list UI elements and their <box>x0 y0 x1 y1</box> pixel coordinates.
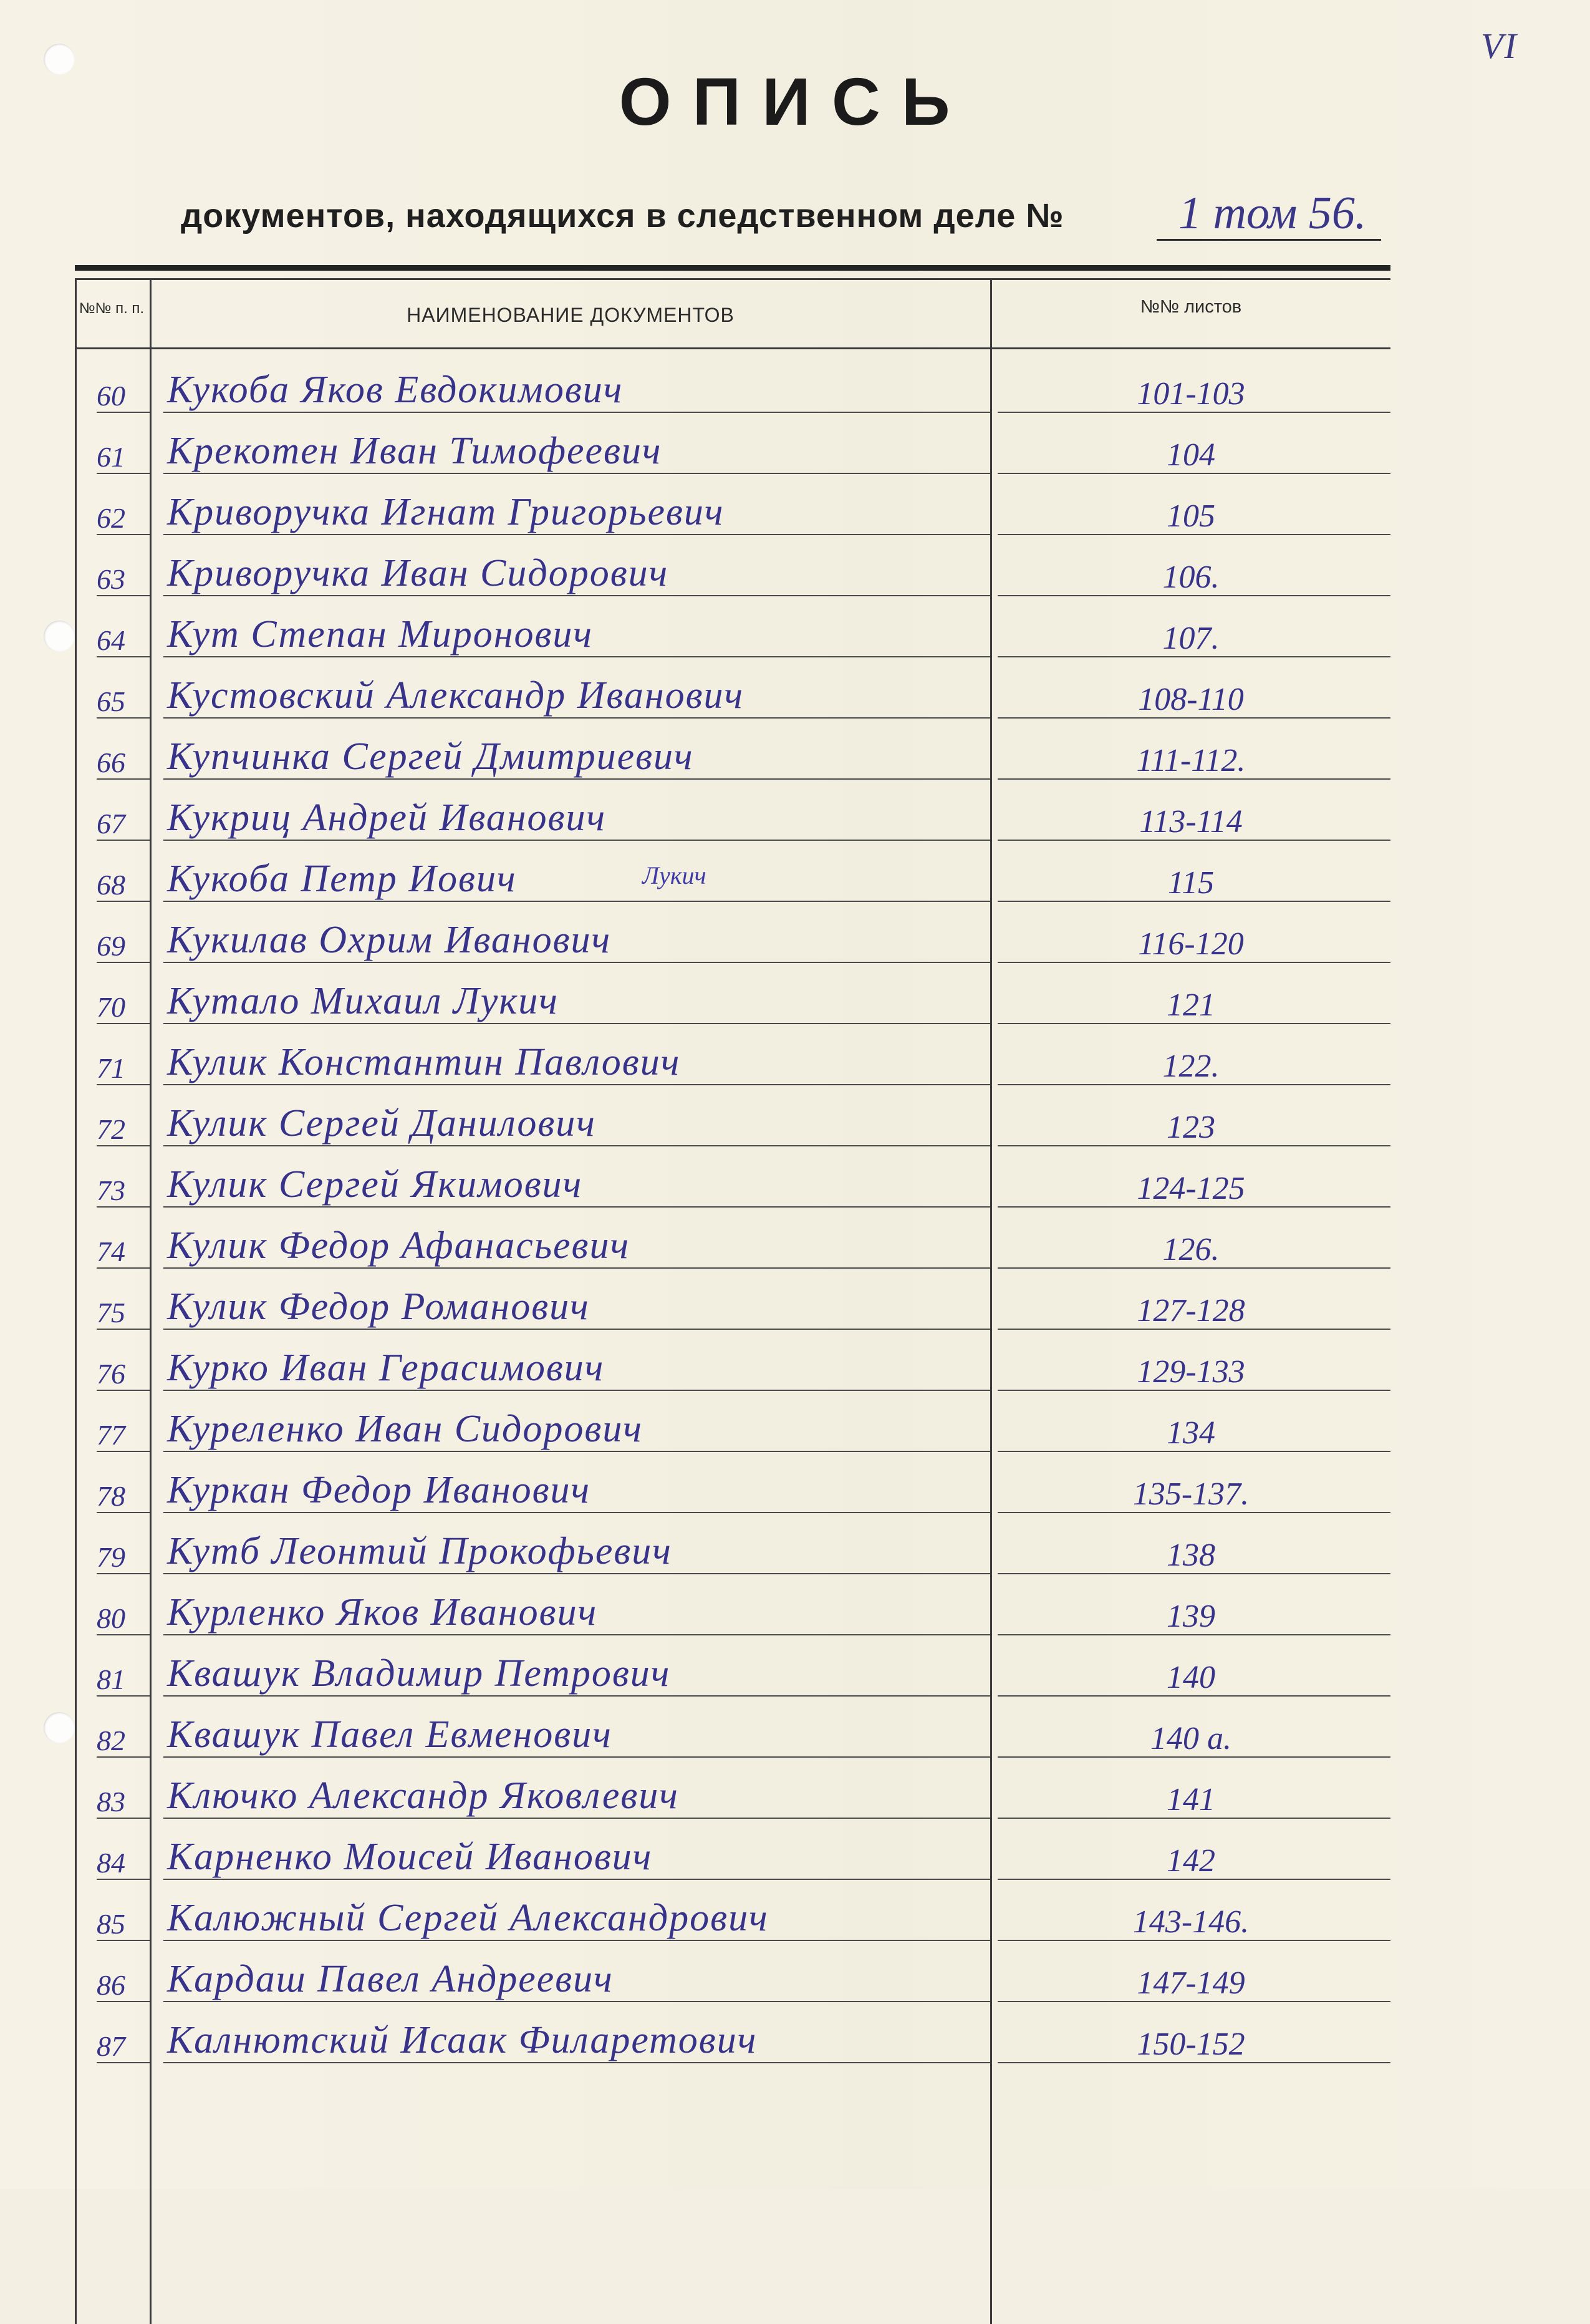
row-rule <box>97 1329 150 1330</box>
row-number: 74 <box>97 1236 125 1267</box>
row-rule <box>998 1023 1390 1024</box>
row-rule <box>998 2062 1390 2063</box>
row-name: Кутб Леонтий Прокофьевич <box>167 1530 672 1572</box>
row-rule <box>998 1329 1390 1330</box>
row-rule <box>97 656 150 657</box>
case-number-underline <box>1157 239 1381 241</box>
row-name: Калюжный Сергей Александрович <box>167 1897 769 1939</box>
row-number: 64 <box>97 624 125 656</box>
corner-mark: VI <box>1481 26 1518 66</box>
row-rule <box>163 1451 990 1452</box>
row-number: 63 <box>97 563 125 595</box>
row-name: Ключко Александр Яковлевич <box>167 1774 679 1817</box>
punch-hole <box>44 1712 75 1743</box>
row-rule <box>163 656 990 657</box>
row-sheets: 116-120 <box>1138 926 1244 962</box>
row-rule <box>97 2062 150 2063</box>
row-rule <box>97 1023 150 1024</box>
row-rule <box>97 717 150 719</box>
row-rule <box>163 2001 990 2002</box>
column-header-number: №№ п. п. <box>79 300 145 317</box>
row-number: 73 <box>97 1174 125 1206</box>
row-sheets: 134 <box>1167 1415 1215 1451</box>
row-rule <box>97 473 150 474</box>
punch-hole <box>44 621 75 652</box>
row-rule <box>97 1206 150 1208</box>
row-name: Квашук Павел Евменович <box>167 1713 612 1756</box>
row-rule <box>998 901 1390 902</box>
row-sheets: 138 <box>1167 1537 1215 1573</box>
row-name: Криворучка Игнат Григорьевич <box>167 491 725 533</box>
row-sheets: 127-128 <box>1137 1293 1245 1329</box>
document-subtitle: документов, находящихся в следственном деле № <box>181 197 1064 235</box>
row-rule <box>998 1634 1390 1635</box>
row-rule <box>998 1390 1390 1391</box>
row-number: 76 <box>97 1358 125 1390</box>
row-name: Кукилав Охрим Иванович <box>167 919 612 961</box>
row-number: 84 <box>97 1847 125 1879</box>
row-rule <box>163 840 990 841</box>
row-name: Квашук Владимир Петрович <box>167 1652 671 1695</box>
row-name: Курко Иван Герасимович <box>167 1347 605 1389</box>
row-number: 68 <box>97 869 125 901</box>
row-name: Купчинка Сергей Дмитриевич <box>167 735 694 778</box>
row-rule <box>998 1451 1390 1452</box>
row-rule <box>163 1084 990 1085</box>
row-rule <box>163 534 990 535</box>
row-name: Кулик Константин Павлович <box>167 1041 681 1083</box>
row-number: 72 <box>97 1113 125 1145</box>
row-name: Кутало Михаил Лукич <box>167 980 559 1022</box>
table-left-border <box>75 278 77 2324</box>
row-name: Кукоба Яков Евдокимович <box>167 369 624 411</box>
row-rule <box>97 1451 150 1452</box>
row-number: 86 <box>97 1969 125 2001</box>
row-rule <box>998 1145 1390 1146</box>
document-title: ОПИСЬ <box>619 64 971 139</box>
row-sheets: 123 <box>1167 1110 1215 1145</box>
row-rule <box>97 1512 150 1513</box>
row-rule <box>97 1634 150 1635</box>
row-sheets: 139 <box>1167 1599 1215 1634</box>
row-rule <box>163 962 990 963</box>
row-sheets: 108-110 <box>1138 682 1244 717</box>
row-rule <box>998 1512 1390 1513</box>
row-rule <box>97 1818 150 1819</box>
row-rule <box>998 1084 1390 1085</box>
row-number: 69 <box>97 930 125 962</box>
row-rule <box>163 595 990 596</box>
row-rule <box>998 962 1390 963</box>
row-rule <box>163 1756 990 1758</box>
row-rule <box>163 1573 990 1574</box>
row-sheets: 140 а. <box>1150 1721 1231 1756</box>
column-header-name: НАИМЕНОВАНИЕ ДОКУМЕНТОВ <box>407 304 735 326</box>
row-rule <box>163 717 990 719</box>
row-rule <box>998 412 1390 413</box>
row-name: Кулик Федор Афанасьевич <box>167 1224 630 1267</box>
row-number: 77 <box>97 1419 125 1451</box>
row-rule <box>998 1695 1390 1697</box>
row-rule <box>97 534 150 535</box>
row-number: 83 <box>97 1786 125 1818</box>
row-name: Курленко Яков Иванович <box>167 1591 598 1634</box>
row-rule <box>998 1940 1390 1941</box>
row-number: 66 <box>97 747 125 778</box>
row-rule <box>998 840 1390 841</box>
row-rule <box>163 1818 990 1819</box>
header-thick-rule <box>75 265 1390 271</box>
row-number: 81 <box>97 1663 125 1695</box>
row-rule <box>998 717 1390 719</box>
row-rule <box>998 1756 1390 1758</box>
row-sheets: 129-133 <box>1137 1354 1245 1390</box>
row-sheets: 106. <box>1162 559 1220 595</box>
row-number: 62 <box>97 502 125 534</box>
row-rule <box>97 1940 150 1941</box>
row-rule <box>998 473 1390 474</box>
row-number: 82 <box>97 1725 125 1756</box>
row-sheets: 105 <box>1167 498 1215 534</box>
row-rule <box>998 778 1390 780</box>
row-rule <box>998 1573 1390 1574</box>
row-number: 85 <box>97 1908 125 1940</box>
row-rule <box>163 412 990 413</box>
row-name: Карненко Моисей Иванович <box>167 1836 653 1878</box>
row-rule <box>97 1084 150 1085</box>
row-rule <box>163 1634 990 1635</box>
row-rule <box>163 1267 990 1269</box>
row-sheets: 113-114 <box>1139 804 1243 840</box>
row-rule <box>97 2001 150 2002</box>
row-name: Кукоба Петр Иович <box>167 858 517 900</box>
row-rule <box>998 2001 1390 2002</box>
row-rule <box>97 595 150 596</box>
row-number: 70 <box>97 991 125 1023</box>
row-name: Кукриц Андрей Иванович <box>167 796 607 839</box>
row-rule <box>97 778 150 780</box>
row-name: Кустовский Александр Иванович <box>167 674 744 717</box>
row-rule <box>163 1940 990 1941</box>
row-rule <box>163 1390 990 1391</box>
row-sheets: 126. <box>1162 1232 1220 1267</box>
row-sheets: 111-112. <box>1136 743 1246 778</box>
row-rule <box>97 412 150 413</box>
row-rule <box>163 1695 990 1697</box>
row-sheets: 121 <box>1167 987 1215 1023</box>
row-rule <box>998 1818 1390 1819</box>
row-name: Кулик Сергей Данилович <box>167 1102 596 1145</box>
row-rule <box>163 1145 990 1146</box>
row-name: Кардаш Павел Андреевич <box>167 1958 614 2000</box>
row-sheets: 150-152 <box>1137 2026 1245 2062</box>
row-sheets: 107. <box>1162 621 1220 656</box>
row-sheets: 143-146. <box>1132 1904 1250 1940</box>
row-sheets: 104 <box>1167 437 1215 473</box>
row-rule <box>163 1206 990 1208</box>
row-rule <box>998 656 1390 657</box>
row-sheets: 141 <box>1167 1782 1215 1818</box>
row-name: Кулик Сергей Якимович <box>167 1163 583 1206</box>
row-number: 71 <box>97 1052 125 1084</box>
row-number: 78 <box>97 1480 125 1512</box>
row-rule <box>97 1695 150 1697</box>
table-top-rule <box>75 278 1390 280</box>
case-number: 1 том 56. <box>1178 188 1367 239</box>
row-name: Крекотен Иван Тимофеевич <box>167 430 662 472</box>
row-number: 61 <box>97 441 125 473</box>
row-number: 60 <box>97 380 125 412</box>
row-sheets: 122. <box>1162 1048 1220 1084</box>
row-sheets: 124-125 <box>1137 1171 1245 1206</box>
header-bottom-rule <box>75 347 1390 349</box>
row-sheets: 101-103 <box>1137 376 1245 412</box>
row-sheets: 115 <box>1167 865 1215 901</box>
row-number: 80 <box>97 1602 125 1634</box>
row-rule <box>97 1573 150 1574</box>
row-name: Куреленко Иван Сидорович <box>167 1408 643 1450</box>
row-name: Калнютский Исаак Филаретович <box>167 2019 758 2061</box>
row-rule <box>97 1756 150 1758</box>
row-rule <box>97 1879 150 1880</box>
row-rule <box>163 1329 990 1330</box>
row-name: Кут Степан Миронович <box>167 613 593 656</box>
row-number: 79 <box>97 1541 125 1573</box>
row-number: 65 <box>97 685 125 717</box>
row-name: Куркан Федор Иванович <box>167 1469 591 1511</box>
row-sheets: 142 <box>1167 1843 1215 1879</box>
handwritten-correction: Лукич <box>642 861 706 889</box>
row-rule <box>97 1390 150 1391</box>
row-number: 87 <box>97 2030 125 2062</box>
row-sheets: 147-149 <box>1137 1965 1245 2001</box>
row-rule <box>163 778 990 780</box>
row-sheets: 135-137. <box>1132 1476 1250 1512</box>
row-name: Кулик Федор Романович <box>167 1285 590 1328</box>
row-sheets: 140 <box>1167 1660 1215 1695</box>
row-rule <box>163 473 990 474</box>
row-rule <box>998 534 1390 535</box>
row-rule <box>97 1145 150 1146</box>
row-number: 75 <box>97 1297 125 1329</box>
row-number: 67 <box>97 808 125 840</box>
row-rule <box>998 1879 1390 1880</box>
row-rule <box>998 595 1390 596</box>
row-rule <box>163 1023 990 1024</box>
row-rule <box>998 1206 1390 1208</box>
column-header-sheets: №№ листов <box>1140 297 1242 317</box>
row-rule <box>97 840 150 841</box>
row-rule <box>97 901 150 902</box>
row-rule <box>97 962 150 963</box>
row-rule <box>163 1512 990 1513</box>
row-name: Криворучка Иван Сидорович <box>167 552 669 594</box>
row-rule <box>163 2062 990 2063</box>
row-rule <box>163 901 990 902</box>
row-rule <box>998 1267 1390 1269</box>
column-divider-sheets <box>990 278 992 2324</box>
row-rule <box>163 1879 990 1880</box>
row-rule <box>97 1267 150 1269</box>
